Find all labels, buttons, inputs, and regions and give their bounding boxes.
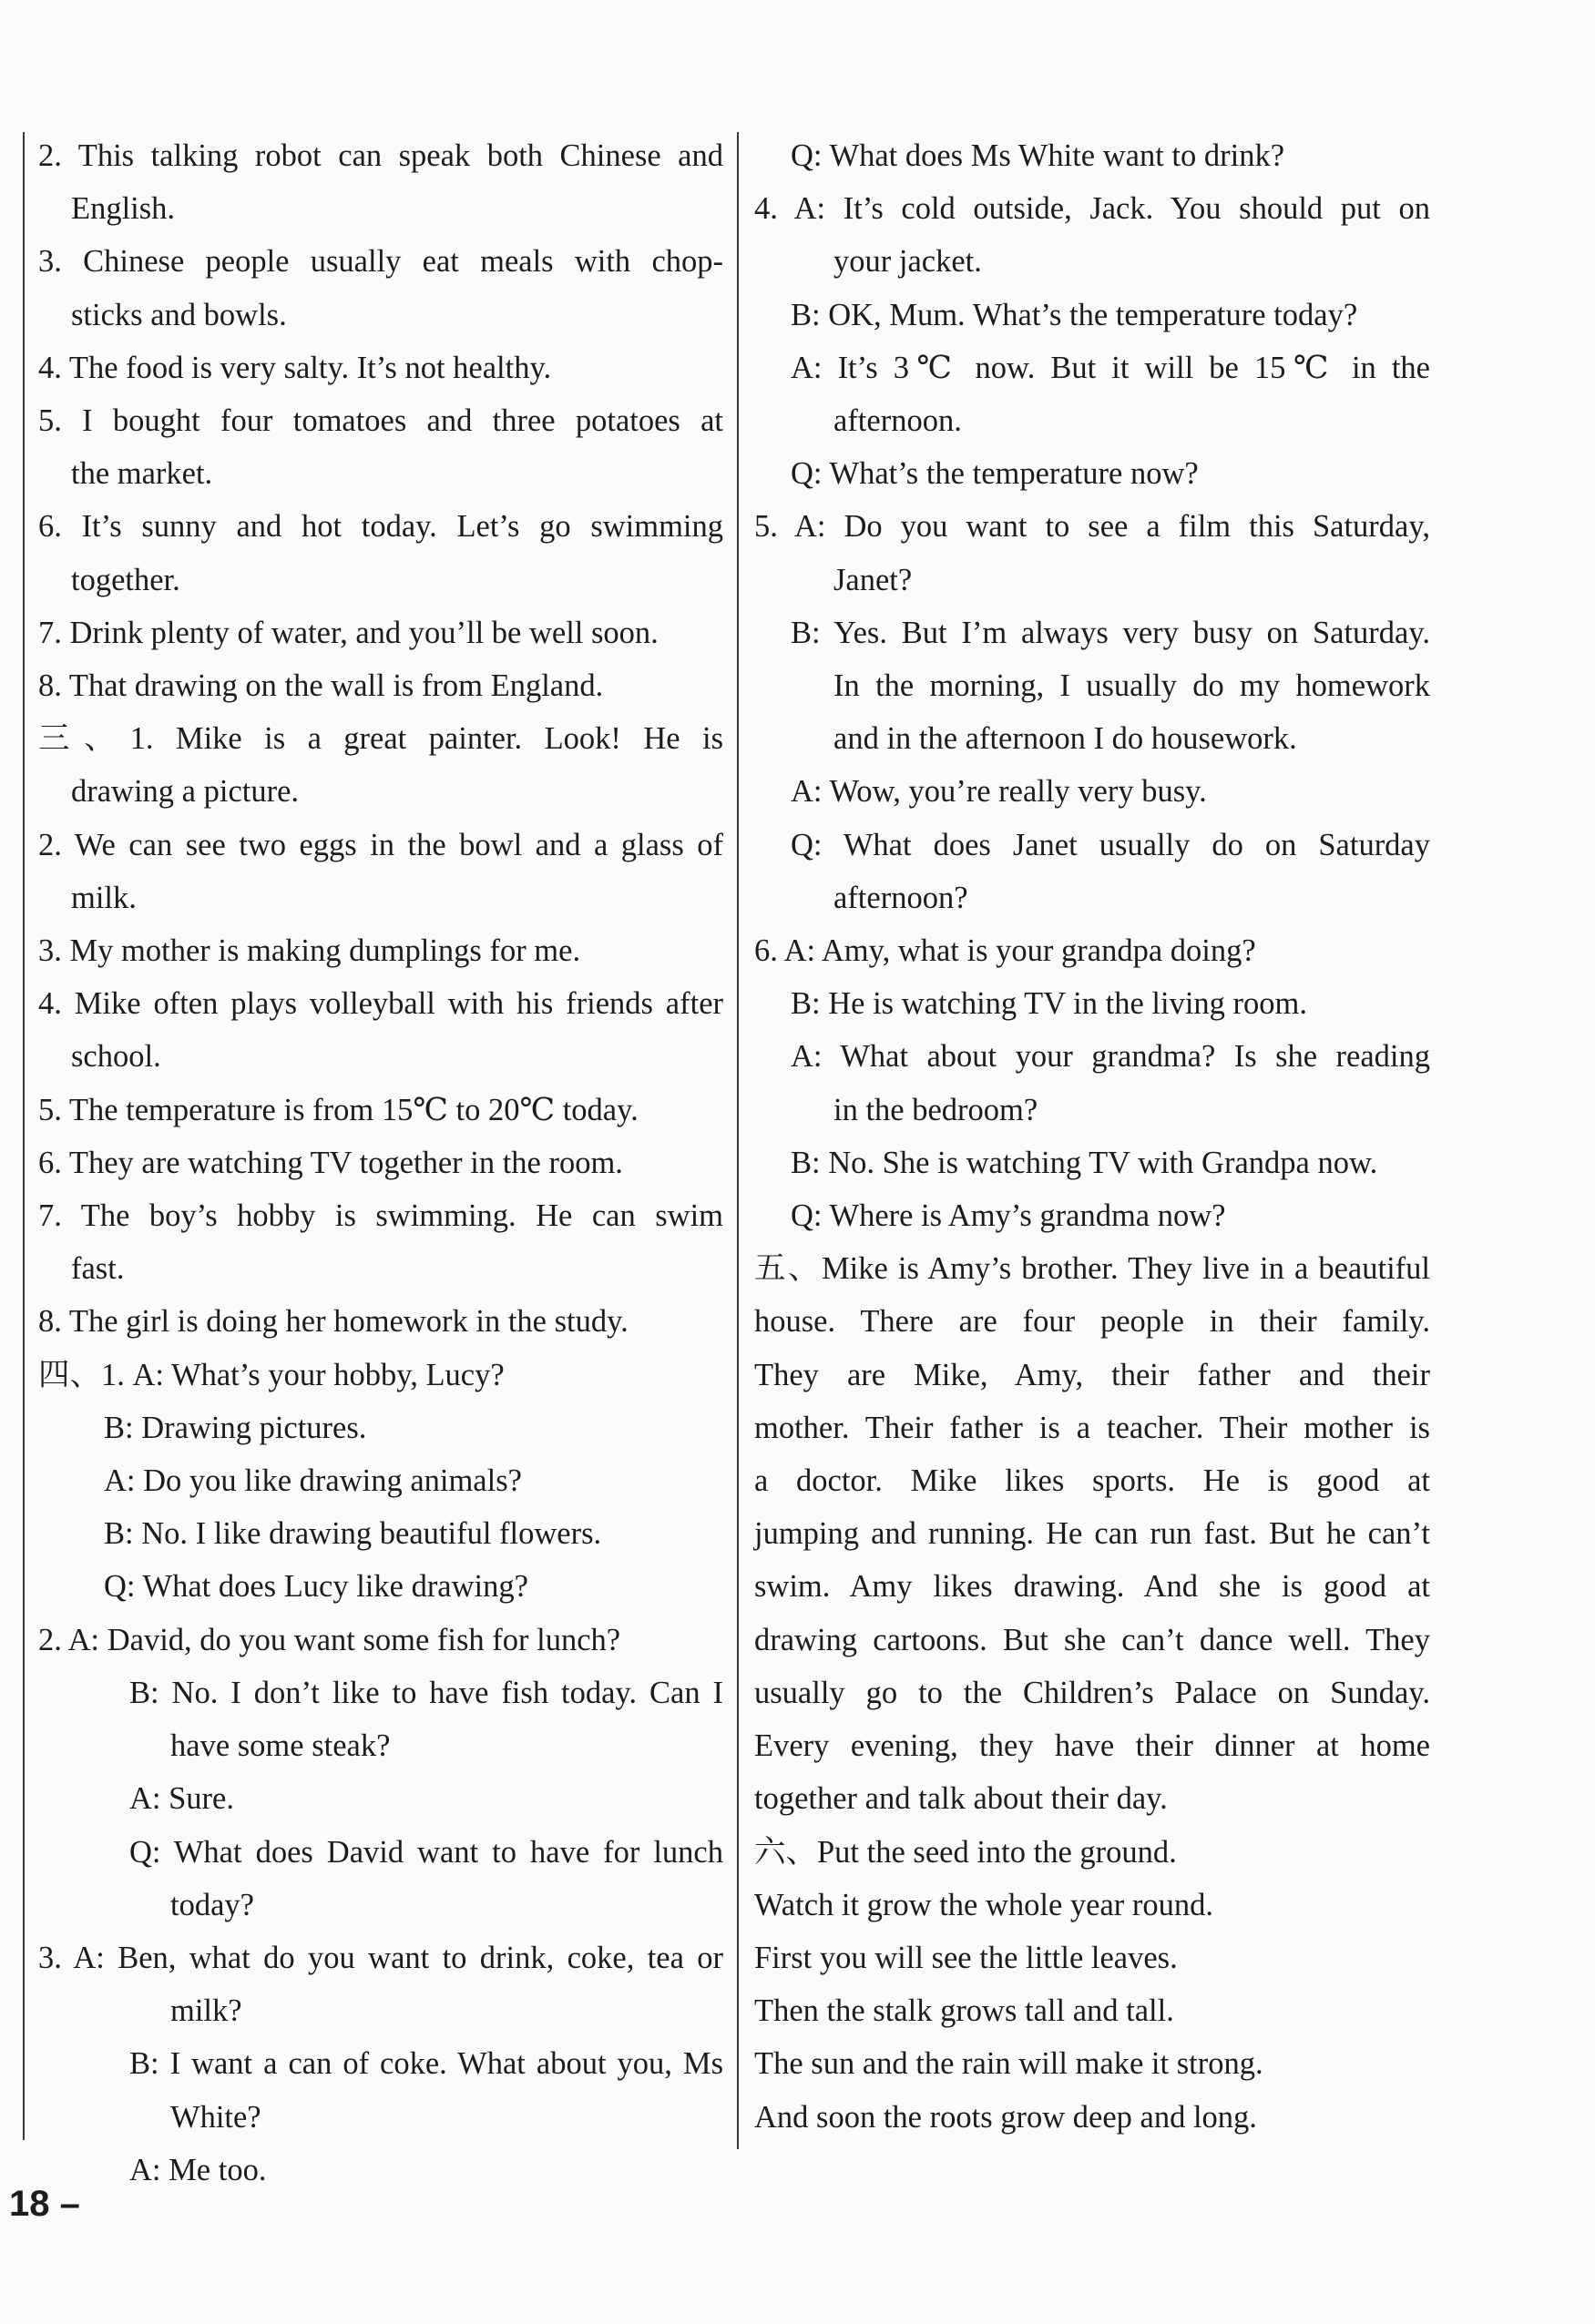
text-line: fast. <box>71 1251 125 1287</box>
text-line: afternoon? <box>833 880 968 915</box>
text-line: 六、Put the seed into the ground. <box>754 1834 1177 1870</box>
text-line: A: Do you like drawing animals? <box>104 1463 522 1499</box>
text-line: B: Yes. But I’m always very busy on Saturday. <box>791 615 1430 650</box>
text-line: 三、1. Mike is a great painter. Look! He is <box>38 721 723 757</box>
text-line: B: No. I like drawing beautiful flowers. <box>104 1516 602 1552</box>
text-line: together and talk about their day. <box>754 1781 1168 1817</box>
text-line: 8. That drawing on the wall is from England. <box>38 668 604 704</box>
text-line: Watch it grow the whole year round. <box>754 1887 1214 1922</box>
text-line: a doctor. Mike likes sports. He is good at <box>754 1463 1430 1499</box>
text-line: afternoon. <box>833 403 962 439</box>
text-line: 5. The temperature is from 15℃ to 20℃ today. <box>38 1092 639 1127</box>
text-line: together. <box>71 562 180 597</box>
text-line: 4. A: It’s cold outside, Jack. You should put on <box>754 191 1430 227</box>
text-line: B: He is watching TV in the living room. <box>791 986 1307 1022</box>
left-margin-rule <box>23 132 25 2140</box>
text-line: Every evening, they have their dinner at home <box>754 1728 1430 1764</box>
text-line: 四、1. A: What’s your hobby, Lucy? <box>38 1357 505 1392</box>
text-line: A: Me too. <box>129 2152 267 2187</box>
text-line: today? <box>170 1887 254 1922</box>
text-line: 4. Mike often plays volleyball with his friends after <box>38 986 723 1022</box>
text-line: Q: What does Janet usually do on Saturday <box>791 827 1430 862</box>
column-divider <box>737 132 739 2149</box>
text-line: Janet? <box>833 562 913 597</box>
text-line: school. <box>71 1039 161 1075</box>
text-line: 6. A: Amy, what is your grandpa doing? <box>754 933 1256 969</box>
text-line: 3. A: Ben, what do you want to drink, coke, tea or <box>38 1940 723 1975</box>
text-line: the market. <box>71 456 213 492</box>
text-line: B: OK, Mum. What’s the temperature today? <box>791 297 1358 332</box>
text-line: English. <box>71 191 176 227</box>
right-column <box>754 129 1430 2144</box>
text-line: 6. It’s sunny and hot today. Let’s go swimming <box>38 509 723 545</box>
text-line: B: No. I don’t like to have fish today. Can I <box>129 1675 723 1710</box>
text-line: A: It’s 3℃ now. But it will be 15℃ in the <box>791 350 1430 385</box>
text-line: They are Mike, Amy, their father and their <box>754 1357 1430 1392</box>
text-line: 2. We can see two eggs in the bowl and a glass of <box>38 827 723 862</box>
text-line: your jacket. <box>833 244 982 280</box>
text-line: 7. The boy’s hobby is swimming. He can swim <box>38 1198 723 1234</box>
text-line: house. There are four people in their family. <box>754 1304 1430 1340</box>
text-line: B: I want a can of coke. What about you, Ms <box>129 2046 723 2082</box>
text-line: usually go to the Children’s Palace on Sunday. <box>754 1675 1430 1710</box>
text-line: 3. Chinese people usually eat meals with chop- <box>38 244 723 280</box>
text-line: 8. The girl is doing her homework in the study. <box>38 1304 629 1340</box>
text-line: B: No. She is watching TV with Grandpa now. <box>791 1145 1378 1180</box>
text-line: 5. A: Do you want to see a film this Saturday, <box>754 509 1430 545</box>
text-line: mother. Their father is a teacher. Their mother is <box>754 1410 1430 1445</box>
text-line: swim. Amy likes drawing. And she is good at <box>754 1569 1430 1605</box>
text-line: And soon the roots grow deep and long. <box>754 2099 1257 2135</box>
text-line: in the bedroom? <box>833 1092 1038 1127</box>
text-line: 2. This talking robot can speak both Chinese and <box>38 138 723 173</box>
text-line: and in the afternoon I do housework. <box>833 721 1297 757</box>
text-line: A: What about your grandma? Is she reading <box>791 1039 1430 1075</box>
text-line: 2. A: David, do you want some fish for lunch? <box>38 1622 621 1657</box>
text-line: Q: What does Lucy like drawing? <box>104 1569 528 1605</box>
text-line: Then the stalk grows tall and tall. <box>754 1993 1174 2029</box>
text-line: White? <box>170 2099 261 2135</box>
text-line: A: Wow, you’re really very busy. <box>791 774 1207 810</box>
text-line: milk? <box>170 1993 242 2029</box>
text-line: The sun and the rain will make it strong. <box>754 2046 1263 2082</box>
text-line: Q: What does Ms White want to drink? <box>791 138 1285 173</box>
text-line: milk. <box>71 880 137 915</box>
text-line: 五、Mike is Amy’s brother. They live in a beautiful <box>754 1251 1430 1287</box>
text-line: Q: Where is Amy’s grandma now? <box>791 1198 1226 1234</box>
text-line: have some steak? <box>170 1728 391 1764</box>
text-line: 7. Drink plenty of water, and you’ll be well soon. <box>38 615 659 650</box>
text-line: drawing cartoons. But she can’t dance well. They <box>754 1622 1430 1657</box>
text-line: In the morning, I usually do my homework <box>833 668 1430 704</box>
text-line: B: Drawing pictures. <box>104 1410 367 1445</box>
text-line: 3. My mother is making dumplings for me. <box>38 933 581 969</box>
text-line: 4. The food is very salty. It’s not healthy. <box>38 350 552 385</box>
text-line: First you will see the little leaves. <box>754 1940 1178 1975</box>
text-line: 6. They are watching TV together in the room. <box>38 1145 623 1180</box>
left-column <box>38 129 723 2197</box>
page-number: 18 – <box>9 2184 80 2224</box>
text-line: Q: What’s the temperature now? <box>791 456 1199 492</box>
text-line: drawing a picture. <box>71 774 300 810</box>
text-line: sticks and bowls. <box>71 297 287 332</box>
text-line: A: Sure. <box>129 1781 234 1817</box>
text-line: jumping and running. He can run fast. But he can’t <box>754 1516 1430 1552</box>
text-line: 5. I bought four tomatoes and three potatoes at <box>38 403 723 439</box>
text-line: Q: What does David want to have for lunch <box>129 1834 723 1870</box>
